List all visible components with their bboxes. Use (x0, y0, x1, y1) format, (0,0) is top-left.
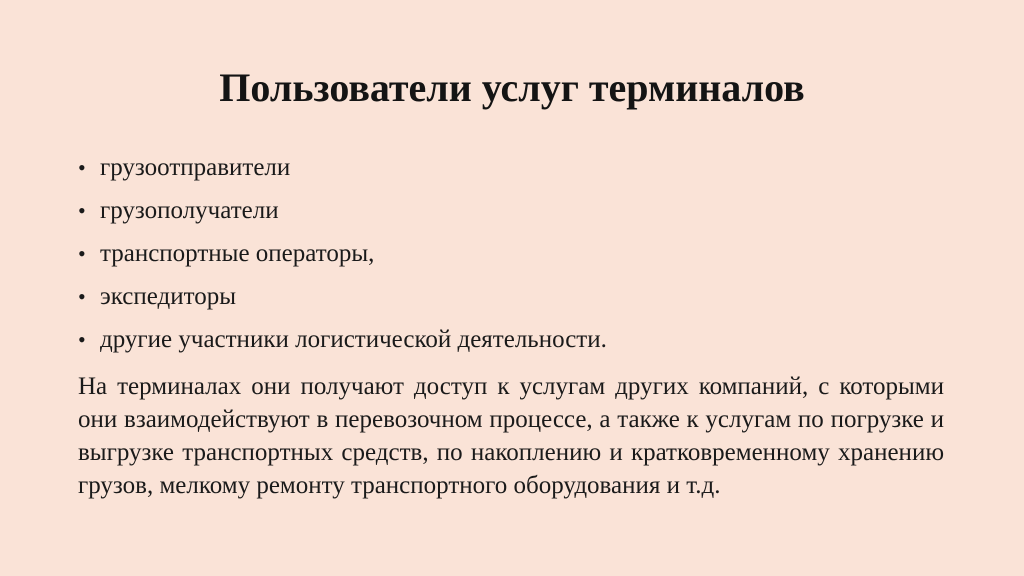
bullet-text: другие участники логистической деятельности. (100, 326, 607, 353)
bullet-marker: • (78, 198, 86, 223)
bullet-item (78, 325, 958, 368)
bullet-item (78, 239, 958, 282)
bullet-item (78, 153, 958, 196)
bullet-marker: • (78, 284, 86, 309)
bullet-text: грузоотправители (100, 154, 291, 181)
bullet-item (78, 282, 958, 325)
body-paragraph: На терминалах они получают доступ к услугам других компаний, с которыми они взаимодействуют в перевозочном процессе, а также к услугам по погрузке и выгрузке транспортных средств, по накоплению и кратковременному хранению грузов, мелкому ремонту транспортного оборудования и т.д. (78, 373, 944, 499)
bullet-marker: • (78, 241, 86, 266)
bullet-marker: • (78, 327, 86, 352)
slide-title: Пользователи услуг терминалов (219, 65, 805, 110)
bullet-text: грузополучатели (100, 197, 279, 224)
bullet-item (78, 196, 958, 239)
bullet-marker: • (78, 155, 86, 180)
bullet-list (78, 153, 958, 368)
bullet-text: экспедиторы (100, 283, 236, 310)
bullet-text: транспортные операторы, (100, 240, 375, 267)
